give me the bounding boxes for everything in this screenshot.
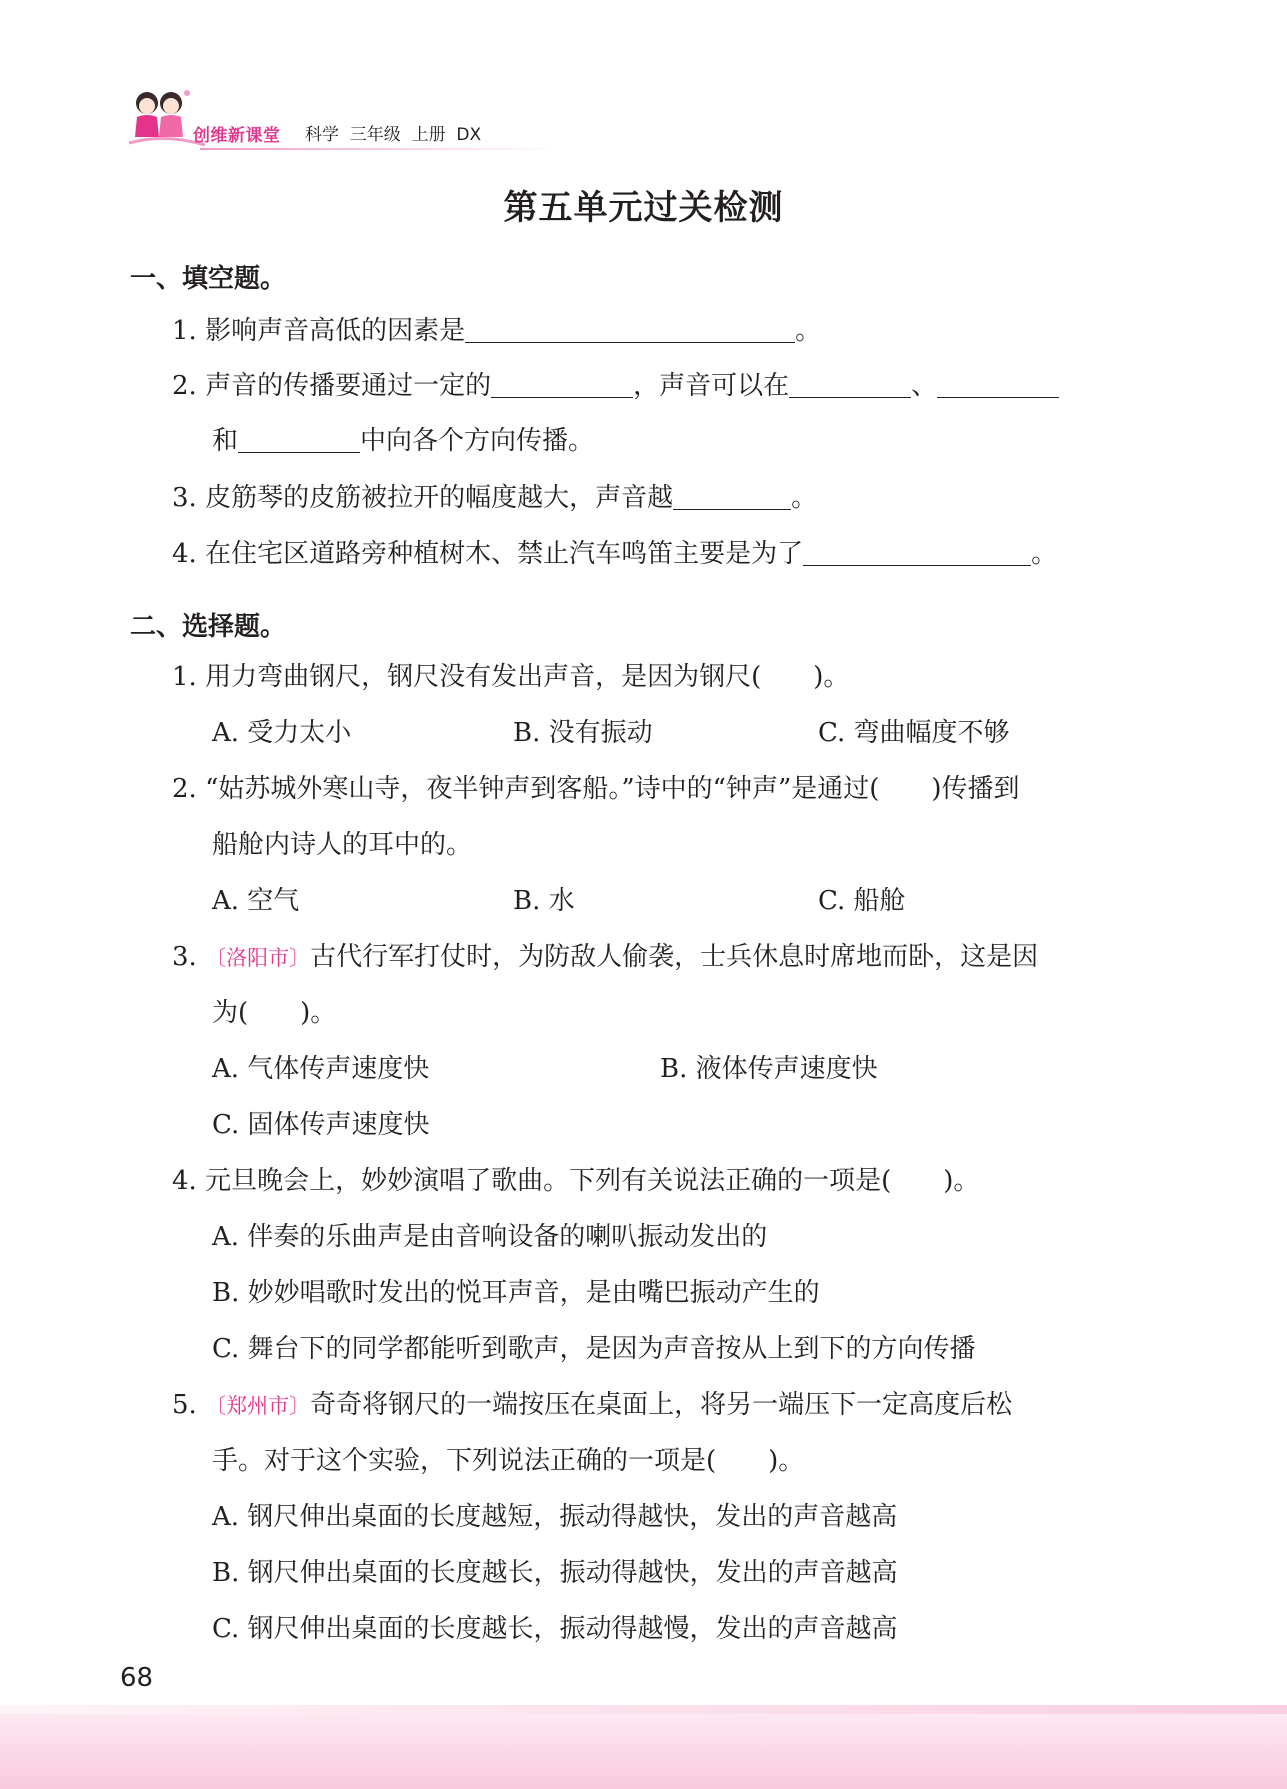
question-text: 奇奇将钢尺的一端按压在桌面上，将另一端压下一定高度后松 — [310, 1390, 1013, 1420]
question-number: 5. — [172, 1390, 197, 1420]
subject-label: 科学 三年级 上册 DX — [305, 125, 482, 145]
region-tag: 〔郑州市〕 — [205, 1394, 311, 1418]
question-number: 1. — [172, 662, 197, 692]
option-c[interactable]: C. 弯曲幅度不够 — [818, 718, 1010, 748]
option-b[interactable]: B. 妙妙唱歌时发出的悦耳声音，是由嘴巴振动产生的 — [212, 1278, 820, 1308]
answer-blank[interactable] — [803, 539, 1031, 566]
question-number: 1. — [172, 316, 197, 346]
fill-question-4 — [172, 537, 1057, 571]
section-choice-title: 二、选择题。 — [130, 612, 287, 642]
option-a[interactable]: A. 气体传声速度快 — [212, 1054, 430, 1084]
question-number: 4. — [172, 539, 197, 569]
choice-question-2-cont: 船舱内诗人的耳中的。 — [212, 830, 473, 860]
question-number: 2. — [172, 371, 197, 401]
option-a[interactable]: A. 伴奏的乐曲声是由音响设备的喇叭振动发出的 — [212, 1222, 768, 1252]
question-text: 声音的传播要通过一定的 — [205, 371, 492, 401]
page-title: 第五单元过关检测 — [503, 188, 784, 228]
option-a[interactable]: A. 空气 — [212, 886, 300, 916]
option-b[interactable]: B. 液体传声速度快 — [660, 1054, 878, 1084]
option-c[interactable]: C. 船舱 — [818, 886, 906, 916]
option-c[interactable]: C. 钢尺伸出桌面的长度越长，振动得越慢，发出的声音越高 — [212, 1614, 898, 1644]
option-b[interactable]: B. 钢尺伸出桌面的长度越长，振动得越快，发出的声音越高 — [212, 1558, 898, 1588]
option-c[interactable]: C. 固体传声速度快 — [212, 1110, 430, 1140]
fill-question-2-cont — [212, 424, 594, 458]
question-text: 在住宅区道路旁种植树木、禁止汽车鸣笛主要是为了 — [205, 539, 804, 569]
question-end: 。 — [1031, 539, 1058, 569]
question-number: 3. — [172, 942, 197, 972]
question-text: 、 — [911, 371, 938, 401]
question-text: “姑苏城外寒山寺，夜半钟声到客船。”诗中的“钟声”是通过( )传播到 — [205, 774, 1020, 804]
question-text: 中向各个方向传播。 — [360, 426, 595, 456]
question-number: 4. — [172, 1166, 197, 1196]
header-divider — [200, 148, 560, 150]
fill-question-2 — [172, 369, 1059, 403]
region-tag: 〔洛阳市〕 — [205, 946, 311, 970]
choice-question-3 — [172, 940, 1038, 975]
choice-question-5-cont: 手。对于这个实验，下列说法正确的一项是( )。 — [212, 1446, 805, 1476]
section-fill-blank-title: 一、填空题。 — [130, 264, 287, 294]
question-text: ，声音可以在 — [633, 371, 790, 401]
choice-question-1 — [172, 660, 849, 694]
choice-question-3-cont: 为( )。 — [212, 998, 337, 1028]
choice-question-5 — [172, 1388, 1012, 1423]
answer-blank[interactable] — [491, 371, 633, 398]
answer-blank[interactable] — [238, 426, 360, 453]
option-a[interactable]: A. 受力太小 — [212, 718, 352, 748]
question-text: 影响声音高低的因素是 — [205, 316, 466, 346]
answer-blank[interactable] — [789, 371, 911, 398]
option-b[interactable]: B. 水 — [513, 886, 575, 916]
question-text: 用力弯曲钢尺，钢尺没有发出声音，是因为钢尺( )。 — [205, 662, 850, 692]
option-a[interactable]: A. 钢尺伸出桌面的长度越短，振动得越快，发出的声音越高 — [212, 1502, 898, 1532]
option-c[interactable]: C. 舞台下的同学都能听到歌声，是因为声音按从上到下的方向传播 — [212, 1334, 976, 1364]
page-number: 68 — [120, 1663, 154, 1693]
question-text: 皮筋琴的皮筋被拉开的幅度越大，声音越 — [205, 483, 674, 513]
question-number: 2. — [172, 774, 197, 804]
question-number: 3. — [172, 483, 197, 513]
answer-blank[interactable] — [937, 371, 1059, 398]
fill-question-1 — [172, 314, 821, 348]
question-end: 。 — [795, 316, 822, 346]
choice-question-4 — [172, 1164, 979, 1198]
fill-question-3 — [172, 481, 817, 515]
bottom-decoration-band — [0, 1714, 1287, 1789]
brand-name: 创维新课堂 — [193, 126, 281, 146]
question-end: 。 — [791, 483, 818, 513]
answer-blank[interactable] — [673, 483, 791, 510]
question-text: 和 — [212, 426, 239, 456]
answer-blank[interactable] — [465, 316, 795, 343]
question-text: 古代行军打仗时，为防敌人偷袭，士兵休息时席地而卧，这是因 — [310, 942, 1039, 972]
choice-question-2 — [172, 772, 1020, 806]
header — [125, 85, 605, 165]
option-b[interactable]: B. 没有振动 — [513, 718, 653, 748]
question-text: 元旦晚会上，妙妙演唱了歌曲。下列有关说法正确的一项是( )。 — [205, 1166, 980, 1196]
